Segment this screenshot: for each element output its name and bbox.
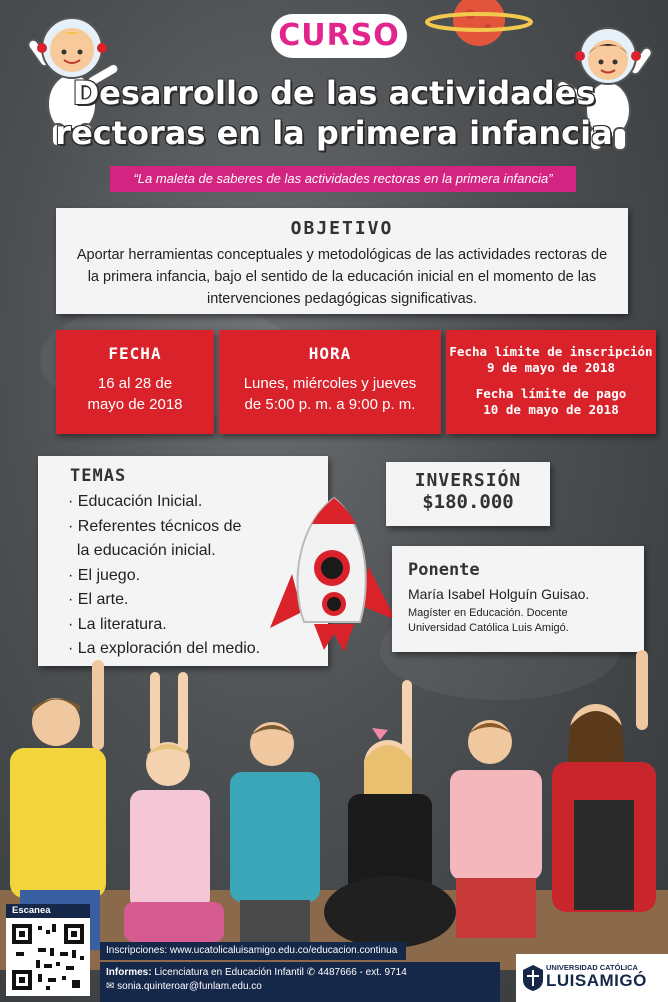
price-label: INVERSIÓN <box>414 470 522 491</box>
course-title-line-2: rectoras en la primera infancia <box>55 114 613 152</box>
date-line-1: 16 al 28 de <box>97 375 173 392</box>
payment-deadline-label: Fecha límite de pago <box>475 386 627 401</box>
registration-link[interactable]: Inscripciones: www.ucatolicaluisamigo.edu.co/educacion.continua <box>100 942 406 960</box>
deadline-panel <box>446 330 656 434</box>
rocket-illustration <box>268 494 398 664</box>
university-logo <box>516 954 668 1002</box>
contact-info <box>100 962 500 1002</box>
speaker-name: María Isabel Holguín Guisao. <box>408 586 590 602</box>
speaker-description-line-1: Magíster en Educación. Docente <box>408 607 568 619</box>
registration-deadline-date: 9 de mayo de 2018 <box>487 360 615 375</box>
topic-item: · El arte. <box>68 591 129 608</box>
registration-deadline-label: Fecha límite de inscripción <box>449 344 653 359</box>
topic-item: · Educación Inicial. <box>68 493 203 510</box>
schedule-line-1: Lunes, miércoles y jueves <box>243 375 417 392</box>
schedule-panel <box>219 330 441 434</box>
objective-panel <box>56 208 628 314</box>
topic-item: la educación inicial. <box>68 542 216 559</box>
phone-number: 4487666 - ext. 9714 <box>317 967 407 978</box>
topic-item: · El juego. <box>68 566 141 584</box>
children-photo <box>0 650 668 970</box>
course-title-line-1: Desarrollo de las actividades <box>72 74 596 112</box>
topic-item: · La exploración del medio. <box>68 640 261 657</box>
date-line-2: mayo de 2018 <box>87 396 183 413</box>
schedule-line-2: de 5:00 p. m. a 9:00 p. m. <box>244 396 416 413</box>
university-logo-big-text: LUISAMIGÓ <box>546 971 647 990</box>
course-badge: CURSO <box>271 14 407 58</box>
university-logo-small-text: UNIVERSIDAD CATÓLICA <box>546 963 638 972</box>
speaker-description <box>408 606 569 636</box>
objective-text: Aportar herramientas conceptuales y metodológicas de las actividades rectoras de la primera infancia, bajo el sentido de la educación inicial en el momento de las intervenciones pedagógicas significativas. <box>76 247 608 307</box>
topics-list <box>68 490 260 662</box>
scan-label: Escanea <box>6 904 90 918</box>
course-subtitle: “La maleta de saberes de las actividades rectoras en la primera infancia” <box>110 166 576 192</box>
phone-icon: ✆ <box>306 967 316 978</box>
speaker-description-line-2: Universidad Católica Luis Amigó. <box>408 622 569 634</box>
price-value: $180.000 <box>422 491 514 513</box>
date-panel <box>56 330 214 434</box>
topics-title: TEMAS <box>70 466 127 486</box>
topic-item: · Referentes técnicos de <box>68 517 242 535</box>
qr-code[interactable] <box>6 918 90 996</box>
objective-title: OBJETIVO <box>290 218 394 239</box>
date-title: FECHA <box>108 344 162 363</box>
university-shield-icon <box>522 964 544 992</box>
speaker-panel <box>392 546 644 652</box>
info-program: Licenciatura en Educación Infantil <box>154 967 304 978</box>
planet-illustration <box>424 0 534 54</box>
price-panel <box>386 462 550 526</box>
contact-email[interactable]: sonia.quinteroar@funlam.edu.co <box>117 981 262 992</box>
topic-item: · La literatura. <box>68 615 167 633</box>
email-icon: ✉ <box>106 981 115 992</box>
payment-deadline-date: 10 de mayo de 2018 <box>483 402 619 417</box>
speaker-title: Ponente <box>408 560 480 580</box>
info-label: Informes: <box>106 967 152 978</box>
schedule-title: HORA <box>308 344 352 363</box>
